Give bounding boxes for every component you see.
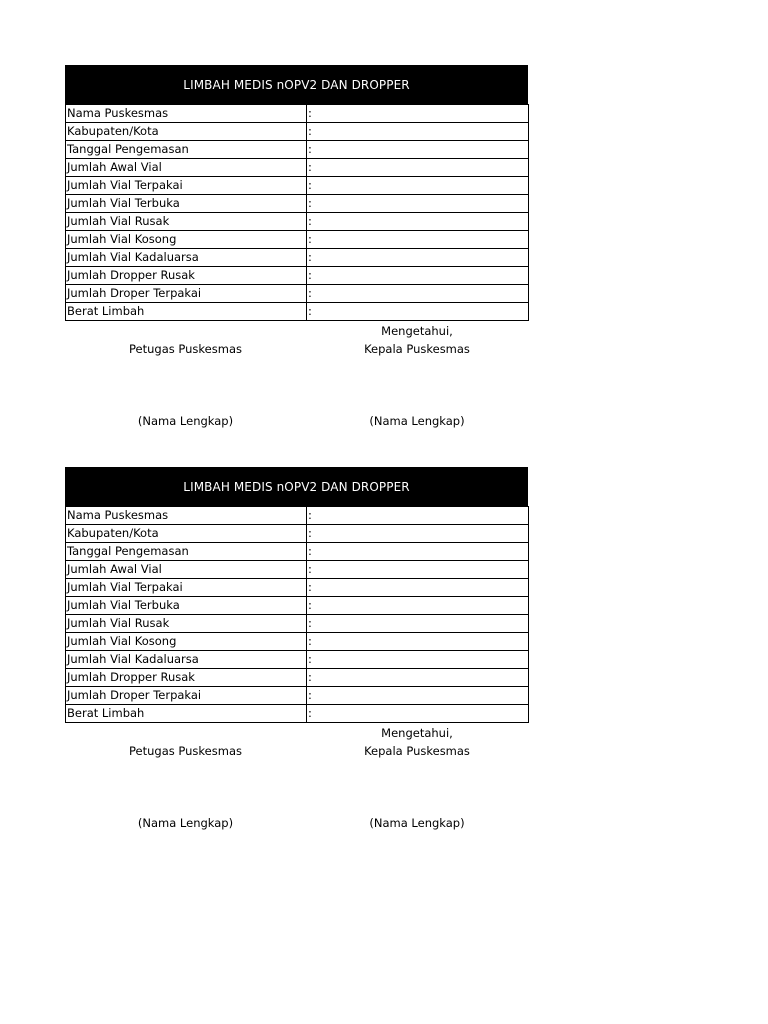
head-name-placeholder: (Nama Lengkap)	[369, 414, 465, 428]
field-label: Jumlah Vial Kosong	[66, 633, 307, 651]
field-value: :	[307, 561, 529, 579]
field-label: Jumlah Vial Kadaluarsa	[66, 249, 307, 267]
field-label: Nama Puskesmas	[66, 507, 307, 525]
field-value: :	[307, 105, 529, 123]
field-value: :	[307, 177, 529, 195]
waste-label-form-2	[65, 467, 528, 841]
table-row	[66, 303, 529, 321]
table-row	[66, 543, 529, 561]
signature-block	[65, 723, 528, 841]
field-label: Kabupaten/Kota	[66, 123, 307, 141]
field-value: :	[307, 267, 529, 285]
officer-title: Petugas Puskesmas	[129, 744, 242, 758]
table-row	[66, 123, 529, 141]
table-row	[66, 597, 529, 615]
field-label: Jumlah Vial Rusak	[66, 615, 307, 633]
head-title: Kepala Puskesmas	[364, 342, 470, 356]
waste-label-form-1	[65, 65, 528, 439]
table-row	[66, 285, 529, 303]
field-value: :	[307, 303, 529, 321]
field-label: Jumlah Awal Vial	[66, 561, 307, 579]
field-value: :	[307, 687, 529, 705]
field-label: Berat Limbah	[66, 303, 307, 321]
field-label: Berat Limbah	[66, 705, 307, 723]
table-row	[66, 177, 529, 195]
field-value: :	[307, 285, 529, 303]
field-label: Tanggal Pengemasan	[66, 141, 307, 159]
field-label: Jumlah Dropper Rusak	[66, 267, 307, 285]
field-value: :	[307, 231, 529, 249]
field-value: :	[307, 669, 529, 687]
table-row	[66, 249, 529, 267]
table-row	[66, 651, 529, 669]
field-label: Jumlah Vial Kadaluarsa	[66, 651, 307, 669]
table-row	[66, 213, 529, 231]
head-title: Kepala Puskesmas	[364, 744, 470, 758]
field-value: :	[307, 543, 529, 561]
signature-block	[65, 321, 528, 439]
acknowledge-text: Mengetahui,	[381, 726, 453, 740]
field-label: Kabupaten/Kota	[66, 525, 307, 543]
field-value: :	[307, 615, 529, 633]
table-row	[66, 561, 529, 579]
table-row	[66, 105, 529, 123]
field-label: Jumlah Droper Terpakai	[66, 687, 307, 705]
table-row	[66, 525, 529, 543]
field-value: :	[307, 579, 529, 597]
field-value: :	[307, 159, 529, 177]
field-label: Jumlah Vial Terpakai	[66, 579, 307, 597]
field-label: Tanggal Pengemasan	[66, 543, 307, 561]
table-row	[66, 141, 529, 159]
table-row	[66, 195, 529, 213]
field-value: :	[307, 141, 529, 159]
field-label: Jumlah Droper Terpakai	[66, 285, 307, 303]
form-title: LIMBAH MEDIS nOPV2 DAN DROPPER	[65, 467, 528, 506]
field-label: Jumlah Vial Rusak	[66, 213, 307, 231]
table-row	[66, 633, 529, 651]
acknowledge-text: Mengetahui,	[381, 324, 453, 338]
table-row	[66, 669, 529, 687]
form-fields-table	[65, 104, 529, 321]
table-row	[66, 687, 529, 705]
field-value: :	[307, 705, 529, 723]
table-row	[66, 615, 529, 633]
table-row	[66, 507, 529, 525]
field-label: Nama Puskesmas	[66, 105, 307, 123]
form-fields-table	[65, 506, 529, 723]
field-label: Jumlah Vial Terbuka	[66, 597, 307, 615]
table-row	[66, 267, 529, 285]
field-value: :	[307, 213, 529, 231]
table-row	[66, 705, 529, 723]
field-value: :	[307, 597, 529, 615]
head-name-placeholder: (Nama Lengkap)	[369, 816, 465, 830]
field-value: :	[307, 123, 529, 141]
officer-name-placeholder: (Nama Lengkap)	[137, 816, 234, 830]
field-value: :	[307, 633, 529, 651]
field-value: :	[307, 507, 529, 525]
field-label: Jumlah Dropper Rusak	[66, 669, 307, 687]
field-value: :	[307, 651, 529, 669]
field-value: :	[307, 195, 529, 213]
field-label: Jumlah Vial Terbuka	[66, 195, 307, 213]
officer-name-placeholder: (Nama Lengkap)	[137, 414, 234, 428]
field-label: Jumlah Vial Kosong	[66, 231, 307, 249]
table-row	[66, 159, 529, 177]
table-row	[66, 579, 529, 597]
field-value: :	[307, 525, 529, 543]
officer-title: Petugas Puskesmas	[129, 342, 242, 356]
field-label: Jumlah Vial Terpakai	[66, 177, 307, 195]
field-value: :	[307, 249, 529, 267]
field-label: Jumlah Awal Vial	[66, 159, 307, 177]
table-row	[66, 231, 529, 249]
form-title: LIMBAH MEDIS nOPV2 DAN DROPPER	[65, 65, 528, 104]
